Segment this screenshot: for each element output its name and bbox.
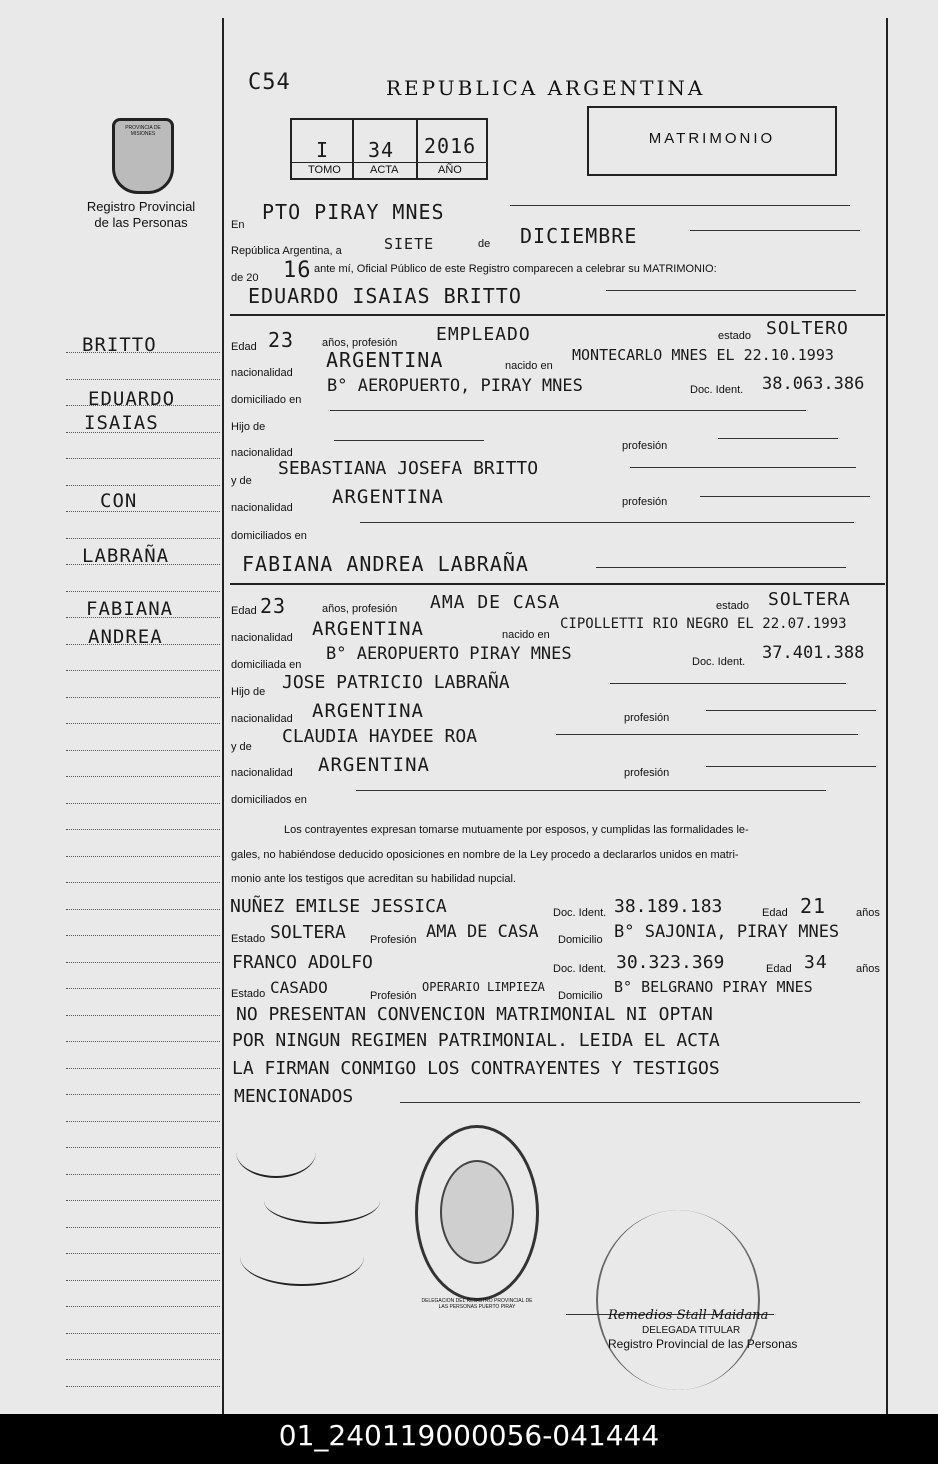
- bride-doc-label: Doc. Ident.: [692, 656, 746, 668]
- margin-ruled-line: [66, 1306, 220, 1307]
- bride-nacionalidad-label: nacionalidad: [231, 632, 293, 644]
- bride-yde-label: y de: [231, 741, 252, 753]
- groom-name: EDUARDO ISAIAS BRITTO: [248, 284, 522, 308]
- bride-estado: SOLTERA: [768, 589, 851, 610]
- margin-ruled-line: [66, 1121, 220, 1122]
- anio-label: AÑO: [438, 164, 462, 176]
- margin-ruled-line: [66, 723, 220, 724]
- bride-domicilio: B° AEROPUERTO PIRAY MNES: [326, 644, 572, 664]
- groom-anos-profesion-label: años, profesión: [322, 337, 398, 349]
- witness-1-domicilio: B° SAJONIA, PIRAY MNES: [614, 922, 840, 942]
- bride-father: JOSE PATRICIO LABRAÑA: [282, 672, 510, 693]
- bride-doc: 37.401.388: [762, 643, 865, 663]
- province-seal-text: PROVINCIA DE MISIONES: [125, 125, 161, 137]
- witness-2-domicilio: B° BELGRANO PIRAY MNES: [614, 978, 813, 996]
- witness-2-name: FRANCO ADOLFO: [232, 952, 373, 973]
- body-text-line-1: Los contrayentes expresan tomarse mutuamente por esposos, y cumplidas las formalidades le-: [284, 824, 749, 836]
- margin-note-britto: BRITTO: [82, 334, 157, 356]
- groom-nacido: MONTECARLO MNES EL 22.10.1993: [572, 346, 834, 364]
- act-box: [290, 118, 488, 180]
- witness-2-anos-label: años: [856, 963, 880, 975]
- province-seal-icon: [112, 118, 174, 194]
- bride-nacido: CIPOLLETTI RIO NEGRO EL 22.07.1993: [560, 616, 847, 632]
- margin-ruled-line: [66, 1333, 220, 1334]
- acta-value: 34: [368, 138, 395, 162]
- margin-ruled-line: [66, 776, 220, 777]
- place-value: PTO PIRAY MNES: [262, 200, 445, 224]
- margin-ruled-line: [66, 1041, 220, 1042]
- witness-2-estado: CASADO: [270, 978, 328, 997]
- groom-domiciliado-label: domiciliado en: [231, 394, 302, 406]
- document-type-box: [587, 106, 837, 176]
- margin-ruled-line: [66, 1015, 220, 1016]
- witness-1-profesion-label: Profesión: [370, 934, 417, 946]
- margin-ruled-line: [66, 829, 220, 830]
- groom-mother-profesion-label: profesión: [622, 496, 668, 508]
- document-type: MATRIMONIO: [648, 130, 776, 147]
- groom-yde-label: y de: [231, 475, 252, 487]
- signature-2: [264, 1178, 380, 1224]
- witness-1-edad-label: Edad: [762, 907, 788, 919]
- groom-nacionalidad-label: nacionalidad: [231, 367, 293, 379]
- signature-3: [240, 1228, 364, 1286]
- republica-label: República Argentina, a: [231, 245, 342, 257]
- note-line-2: POR NINGUN REGIMEN PATRIMONIAL. LEIDA EL ACTA: [232, 1030, 720, 1051]
- body-text-line-3: monio ante los testigos que acreditan su habilidad nupcial.: [231, 873, 516, 885]
- groom-doc-label: Doc. Ident.: [690, 384, 744, 396]
- official-name: Remedios Stall Maidana: [608, 1308, 769, 1323]
- document-code: C54: [248, 70, 291, 95]
- margin-ruled-line: [66, 379, 220, 380]
- bride-domiciliada-label: domiciliada en: [231, 659, 302, 671]
- signature-1: [236, 1126, 316, 1178]
- witness-2-doc: 30.323.369: [616, 952, 725, 973]
- bride-mother-nac: ARGENTINA: [318, 754, 430, 776]
- witness-1-estado-label: Estado: [231, 933, 266, 945]
- bride-hijo-label: Hijo de: [231, 686, 266, 698]
- groom-hijo-label: Hijo de: [231, 421, 266, 433]
- year-prefix: de 20: [231, 272, 259, 284]
- note-line-1: NO PRESENTAN CONVENCION MATRIMONIAL NI OPTAN: [236, 1004, 713, 1025]
- witness-2-edad-label: Edad: [766, 963, 792, 975]
- bride-mother-nac-label: nacionalidad: [231, 767, 293, 779]
- stamp-thumbprint: [440, 1160, 514, 1264]
- bride-anos-profesion-label: años, profesión: [322, 603, 398, 615]
- margin-ruled-line: [66, 882, 220, 883]
- year-suffix: 16: [283, 258, 312, 283]
- margin-ruled-line: [66, 485, 220, 486]
- margin-ruled-line: [66, 1386, 220, 1387]
- witness-2-edad: 34: [804, 952, 828, 973]
- registry-label: Registro Provincial de las Personas: [86, 199, 196, 230]
- comparecen-label: ante mí, Oficial Público de este Registro comparecen a celebrar su MATRIMONIO:: [314, 263, 717, 275]
- bride-father-profesion-label: profesión: [624, 712, 670, 724]
- right-rule: [886, 18, 888, 1414]
- margin-ruled-line: [66, 617, 220, 618]
- groom-nacido-label: nacido en: [505, 360, 553, 372]
- margin-ruled-line: [66, 1174, 220, 1175]
- margin-ruled-line: [66, 909, 220, 910]
- bride-edad-label: Edad: [231, 605, 257, 617]
- de-label: de: [478, 238, 491, 250]
- month-value: DICIEMBRE: [520, 224, 638, 248]
- acta-label: ACTA: [370, 164, 399, 176]
- scan-id-footer: 01_240119000056-041444: [0, 1414, 938, 1464]
- margin-ruled-line: [66, 538, 220, 539]
- margin-ruled-line: [66, 1280, 220, 1281]
- bride-domiciliados-label: domiciliados en: [231, 794, 307, 806]
- margin-note-eduardo: EDUARDO: [88, 388, 176, 410]
- witness-2-estado-label: Estado: [231, 988, 266, 1000]
- margin-ruled-line: [66, 962, 220, 963]
- groom-mother-nac: ARGENTINA: [332, 486, 444, 508]
- witness-1-estado: SOLTERA: [270, 922, 346, 943]
- witness-1-edad: 21: [800, 894, 827, 918]
- bride-nacido-label: nacido en: [502, 629, 550, 641]
- margin-ruled-line: [66, 432, 220, 433]
- signature-4: [596, 1210, 760, 1390]
- witness-1-domicilio-label: Domicilio: [558, 934, 603, 946]
- margin-ruled-line: [66, 1227, 220, 1228]
- note-line-4: MENCIONADOS: [234, 1086, 354, 1107]
- margin-ruled-line: [66, 511, 220, 512]
- anio-value: 2016: [424, 134, 477, 158]
- margin-ruled-line: [66, 1359, 220, 1360]
- margin-ruled-line: [66, 750, 220, 751]
- margin-ruled-line: [66, 988, 220, 989]
- margin-note-con: CON: [100, 490, 138, 512]
- margin-ruled-line: [66, 697, 220, 698]
- body-text-line-2: gales, no habiéndose deducido oposiciones en nombre de la Ley procedo a declararlos unidos en matri-: [231, 849, 739, 861]
- margin-note-labrana: LABRAÑA: [82, 545, 170, 567]
- groom-edad-label: Edad: [231, 341, 257, 353]
- margin-ruled-line: [66, 1094, 220, 1095]
- margin-ruled-line: [66, 458, 220, 459]
- bride-father-nac: ARGENTINA: [312, 700, 424, 722]
- witness-2-domicilio-label: Domicilio: [558, 990, 603, 1002]
- bride-estado-label: estado: [716, 600, 750, 612]
- bride-edad: 23: [260, 594, 287, 618]
- margin-ruled-line: [66, 935, 220, 936]
- groom-nacionalidad: ARGENTINA: [326, 348, 444, 372]
- margin-ruled-line: [66, 803, 220, 804]
- witness-1-anos-label: años: [856, 907, 880, 919]
- witness-2-profesion-label: Profesión: [370, 990, 417, 1002]
- margin-ruled-line: [66, 352, 220, 353]
- groom-domiciliados-label: domiciliados en: [231, 530, 307, 542]
- witness-1-doc-label: Doc. Ident.: [553, 907, 607, 919]
- bride-mother: CLAUDIA HAYDEE ROA: [282, 726, 478, 747]
- country-title: REPUBLICA ARGENTINA: [386, 76, 706, 100]
- margin-ruled-line: [66, 644, 220, 645]
- groom-edad: 23: [268, 328, 295, 352]
- witness-2-profesion: OPERARIO LIMPIEZA: [422, 980, 545, 994]
- bride-father-nac-label: nacionalidad: [231, 713, 293, 725]
- groom-doc: 38.063.386: [762, 374, 865, 394]
- groom-domicilio: B° AEROPUERTO, PIRAY MNES: [327, 376, 583, 396]
- bride-profesion: AMA DE CASA: [430, 592, 561, 613]
- margin-ruled-line: [66, 564, 220, 565]
- day-value: SIETE: [384, 235, 435, 253]
- witness-1-doc: 38.189.183: [614, 896, 723, 917]
- margin-ruled-line: [66, 1253, 220, 1254]
- margin-ruled-line: [66, 1147, 220, 1148]
- margin-ruled-line: [66, 856, 220, 857]
- groom-estado: SOLTERO: [766, 318, 849, 339]
- margin-note-andrea: ANDREA: [88, 626, 163, 648]
- tomo-label: TOMO: [308, 164, 341, 176]
- official-registry: Registro Provincial de las Personas: [608, 1337, 798, 1351]
- margin-ruled-line: [66, 1200, 220, 1201]
- groom-mother: SEBASTIANA JOSEFA BRITTO: [278, 458, 539, 479]
- groom-father-nac-label: nacionalidad: [231, 447, 293, 459]
- groom-profesion: EMPLEADO: [436, 324, 531, 345]
- margin-ruled-line: [66, 405, 220, 406]
- groom-father-profesion-label: profesión: [622, 440, 668, 452]
- groom-mother-nac-label: nacionalidad: [231, 502, 293, 514]
- margin-ruled-line: [66, 1068, 220, 1069]
- bride-nacionalidad: ARGENTINA: [312, 618, 424, 640]
- groom-estado-label: estado: [718, 330, 752, 342]
- margin-ruled-line: [66, 670, 220, 671]
- en-label: En: [231, 219, 245, 231]
- margin-note-fabiana: FABIANA: [86, 598, 174, 620]
- margin-ruled-line: [66, 591, 220, 592]
- witness-2-doc-label: Doc. Ident.: [553, 963, 607, 975]
- stamp-text: DELEGACION DEL REGISTRO PROVINCIAL DE LAS PERSONAS PUERTO PIRAY: [421, 1298, 533, 1310]
- witness-1-name: NUÑEZ EMILSE JESSICA: [230, 896, 447, 917]
- margin-rule: [222, 18, 224, 1414]
- bride-name: FABIANA ANDREA LABRAÑA: [242, 552, 529, 576]
- tomo-value: I: [316, 138, 330, 162]
- official-title: DELEGADA TITULAR: [642, 1325, 741, 1336]
- bride-mother-profesion-label: profesión: [624, 767, 670, 779]
- margin-note-isaias: ISAIAS: [84, 412, 159, 434]
- witness-1-profesion: AMA DE CASA: [426, 922, 539, 942]
- note-line-3: LA FIRMAN CONMIGO LOS CONTRAYENTES Y TESTIGOS: [232, 1058, 720, 1079]
